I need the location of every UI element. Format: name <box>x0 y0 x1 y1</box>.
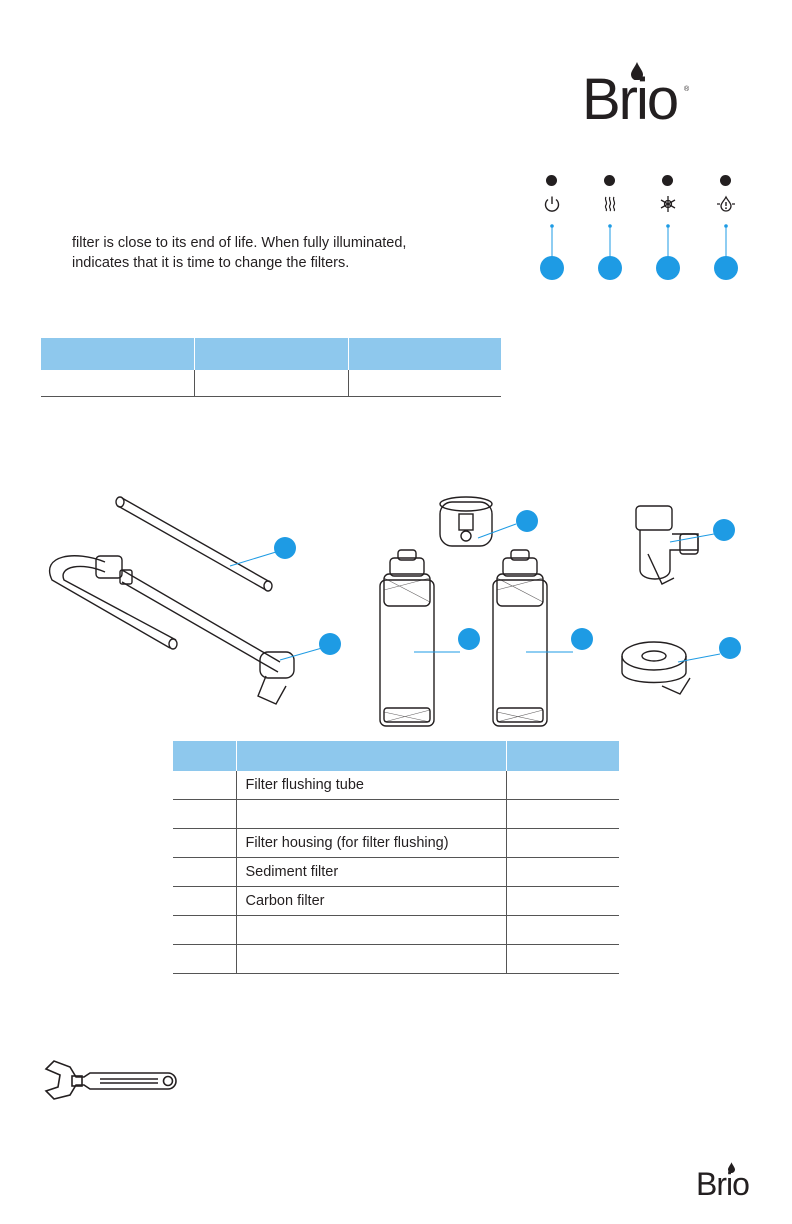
filter-flushing-tube <box>116 497 272 591</box>
indicator-light-hot <box>604 175 615 186</box>
carbon-filter <box>493 550 547 726</box>
callout-badge <box>656 256 680 280</box>
part-name <box>236 945 506 974</box>
feed-water-valve <box>636 506 698 584</box>
part-name: Sediment filter <box>236 858 506 887</box>
parts-illustration <box>30 490 750 735</box>
indicator-light-cold <box>662 175 673 186</box>
footer-logo <box>694 1162 760 1204</box>
table-row <box>173 800 619 829</box>
filter-change-icon <box>716 195 736 213</box>
logo-wordmark: Brio <box>582 67 678 132</box>
brand-logo <box>580 62 695 132</box>
callout-badge <box>540 256 564 280</box>
part-name: Filter housing (for filter flushing) <box>236 829 506 858</box>
filter-note-line: filter is close to its end of life. When fully illuminated, <box>72 235 407 251</box>
ptfe-tape <box>622 642 690 694</box>
wrench-icon <box>40 1055 182 1103</box>
table-row <box>173 829 619 858</box>
callout-badge <box>714 256 738 280</box>
part-name <box>236 800 506 829</box>
table-row <box>173 771 619 800</box>
table-header-row <box>41 338 501 370</box>
filter-housing <box>440 497 492 546</box>
indicator-leaders <box>535 220 745 260</box>
part-name <box>236 916 506 945</box>
indicator-light-power <box>546 175 557 186</box>
registered-mark: ® <box>684 86 690 93</box>
footer-logo-wordmark: Brio <box>696 1166 749 1202</box>
table-header-row <box>173 741 619 771</box>
heat-icon <box>601 195 619 213</box>
table-row <box>173 887 619 916</box>
callout-badge <box>598 256 622 280</box>
spec-table <box>41 338 501 397</box>
table-row <box>173 858 619 887</box>
part-name: Carbon filter <box>236 887 506 916</box>
filter-note-line: indicates that it is time to change the filters. <box>72 255 350 271</box>
indicator-light-filter <box>720 175 731 186</box>
table-row <box>173 945 619 974</box>
filter-note <box>72 233 512 273</box>
cold-icon <box>659 195 677 213</box>
indicator-panel <box>535 170 745 280</box>
tube-assembly <box>50 556 294 704</box>
table-row <box>41 370 501 397</box>
sediment-filter <box>380 550 434 726</box>
parts-table <box>173 741 619 974</box>
table-row <box>173 916 619 945</box>
power-icon <box>543 195 561 213</box>
part-name: Filter flushing tube <box>236 771 506 800</box>
